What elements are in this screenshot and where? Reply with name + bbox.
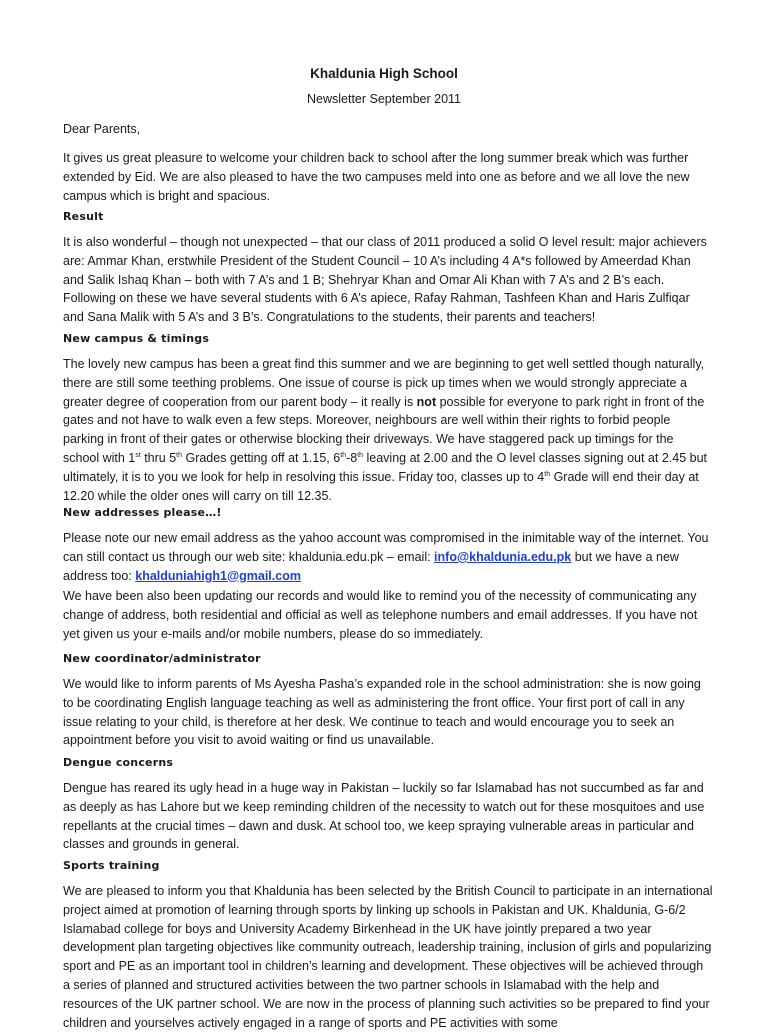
result-heading: Result: [63, 210, 104, 223]
addresses-heading: New addresses please…!: [63, 506, 222, 519]
school-title: Khaldunia High School: [310, 66, 458, 81]
salutation: Dear Parents,: [63, 122, 141, 136]
email-link-gmail[interactable]: khalduniahigh1@gmail.com: [135, 568, 301, 583]
sports-heading: Sports training: [63, 859, 160, 872]
coordinator-paragraph: We would like to inform parents of Ms Ayesha Pasha’s expanded role in the school administration: she is now going to be coordinating English language teaching as well as administering the front office. Your first port of call in any issue relating to your child, is therefore at her desk. We continue to teach and would encourage you to seek an appointment before you visit to avoid waiting or find us unavailable.: [63, 677, 701, 748]
campus-paragraph: The lovely new campus has been a great find this summer and we are beginning to get well settled though naturally, there are still some teething problems. One issue of course is pick up times when we would strongly appreciate a greater degree of cooperation from our parent body – it really is not possible for everyone to park right in front of the gates and not have to walk even a few steps. Moreover, neighbours are well within their rights to forbid people parking in front of their gates or otherwise blocking their driveways. We have staggered pack up timings for the school with 1st thru 5th Grades getting off at 1.15, 6th-8th leaving at 2.00 and the O level classes signing out at 2.45 but ultimately, it is to you we look for help in resolving this issue. Friday too, classes up to 4th Grade will end their day at 12.20 while the older ones will carry on till 12.35.: [63, 357, 708, 503]
email-link-info[interactable]: info@khaldunia.edu.pk: [434, 549, 572, 564]
newsletter-subtitle: Newsletter September 2011: [306, 92, 462, 106]
addresses-paragraph: Please note our new email address as the yahoo account was compromised in the inimitable way of the internet. You can still contact us through our web site: khaldunia.edu.pk – email: info@khaldunia.edu.pk but we have a new address too: khalduniahigh1@gmail.com: [63, 531, 709, 583]
coordinator-heading: New coordinator/administrator: [63, 652, 261, 665]
campus-heading: New campus & timings: [63, 332, 210, 345]
result-paragraph: It is also wonderful – though not unexpected – that our class of 2011 produced a solid O level result: major achievers are: Ammar Khan, erstwhile President of the Student Council – 10 A’s including 4 A*s followed by Ameerdad Khan and Salik Ishaq Khan – both with 7 A’s and 1 B; Shehryar Khan and Omar Ali Khan with 7 A’s and 2 B’s each. Following on these we have several students with 6 A’s apiece, Rafay Rahman, Tashfeen Khan and Haris Zulfiqar and Sana Malik with 5 A’s and 3 B’s. Congratulations to the students, their parents and teachers!: [63, 235, 707, 325]
records-paragraph: We have been also been updating our records and would like to remind you of the necessity of communicating any change of address, both residential and official as well as telephone numbers and email addresses. If you have not yet given us your e-mails and/or mobile numbers, please do so immediately.: [63, 589, 698, 641]
dengue-heading: Dengue concerns: [63, 756, 174, 769]
dengue-paragraph: Dengue has reared its ugly head in a huge way in Pakistan – luckily so far Islamabad has not succumbed as far and as deeply as has Lahore but we keep reminding children of the necessity to watch out for these mosquitoes and use repellants at the crucial times – dawn and dusk. At school too, we keep spraying vulnerable areas in particular and classes and grounds in general.: [63, 781, 705, 852]
intro-paragraph: It gives us great pleasure to welcome your children back to school after the long summer break which was further extended by Eid. We are also pleased to have the two campuses meld into one as before and we all love the new campus which is bright and spacious.: [63, 151, 690, 203]
sports-paragraph: We are pleased to inform you that Khaldunia has been selected by the British Council to participate in an international project aimed at promotion of learning through sports by linking up schools in Pakistan and UK. Khaldunia, G-6/2 Islamabad college for boys and University Academy Birkenhead in the UK have jointly prepared a two year development plan targeting objectives like community outreach, leadership training, inclusion of girls and popularizing sport and PE as an important tool in children’s learning and development. These objectives will be achieved through a series of planned and structured activities between the two partner schools in Islamabad with the help and resources of the UK partner school. We are now in the process of planning such activities so be prepared to find your children and yourselves actively engaged in a range of sports and PE activities with some: [63, 884, 713, 1030]
